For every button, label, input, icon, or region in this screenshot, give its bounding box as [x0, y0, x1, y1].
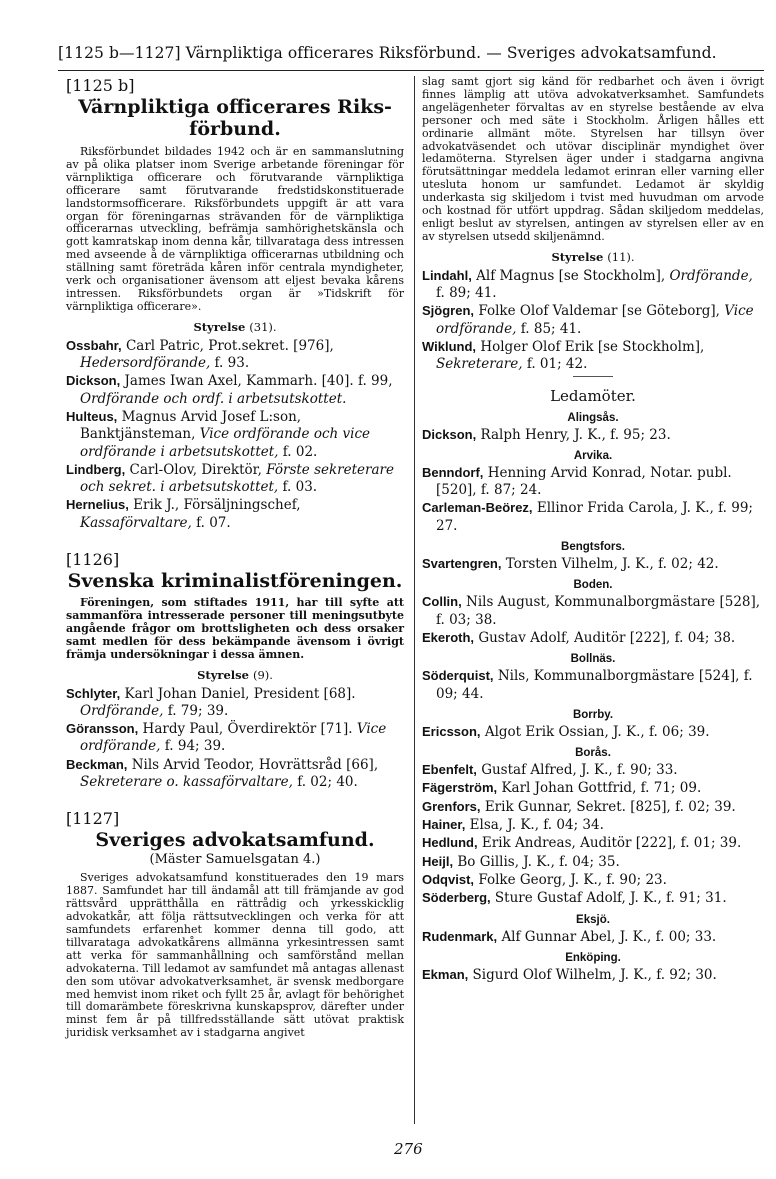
running-head: [1125 b—1127] Värnpliktiga officerares Riksförbund. — Sveriges advokatsamfund.	[58, 44, 717, 62]
member-entry	[422, 338, 764, 374]
member-entry	[422, 267, 764, 303]
member-details: James Iwan Axel, Kammarh. [40]. f. 99,	[124, 373, 393, 390]
member-entry	[422, 798, 764, 816]
section-1125b	[66, 76, 404, 532]
member-name: Söderquist,	[422, 668, 494, 684]
member-role: Vice ordförande,	[80, 721, 387, 755]
continuation-text: slag samt gjort sig känd för redbarhet och även i övrigt finnes lämplig att utöva advokatverksamhet. Samfundets angelägenheter förvaltas av en styrelse bestående av elva personer och med säte i Stockholm. Årligen hålles ett ordinarie allmänt möte. Styrelsen har tillsyn över advokatväsendet och utövar disciplinär myndighet över ledamöterna. Styrelsen äger under i stadgarna angivna förutsättningar meddela ledamot erinran eller varning eller utesluta honom ur samfundet. Ledamot är skyldig underkasta sig skiljedom i tvist med huvudman om arvode och kostnad för utfört uppdrag. Sådan skiljedom meddelas, enligt beslut av styrelsen, antingen av styrelsen eller av en av styrelsen utsedd skiljenämnd.	[422, 75, 764, 243]
member-name: Wiklund,	[422, 338, 477, 354]
section-description: Sveriges advokatsamfund konstituerades den 19 mars 1887. Samfundet har till ändamål att till främjande av god rättsvård upprätthålla en rättrådig och yrkesskicklig advokatkår, att följa rättsutvecklingen och verka för att samfundets erfarenhet kommer denna till godo, att tillvarataga advokatkårens allmänna yrkesintressen samt att verka för sammanhållning och samförstånd mellan advokaterna. Till ledamot av samfundet må antagas allenast den som utövar advokatverksamhet, är svensk medborgare med hemvist inom riket och fyllt 25 år, avlagt för behörighet till domarämbete föreskrivna kunskapsprov, därefter under minst fem år på tillfredsställande sätt utövat praktisk juridisk verksamhet av i stadgarna angivet	[66, 871, 404, 1040]
section-title	[66, 96, 404, 140]
member-name: Dickson,	[66, 373, 121, 389]
section-description: Riksförbundet bildades 1942 och är en sammanslutning av på olika platser inom Sverige arbetande föreningar för värnpliktiga officerare och förutvarande värnpliktiga officerare samt förutvarande fredstidskonstituerade landstormsofficerare. Riksförbundets uppgift är att vara organ för föreningarnas strävanden för de värnpliktiga officerarnas utveckling, befrämja samhörighetskänsla och gott kamratskap inom denna kår, tillvarataga dess intressen med avseende å de värnpliktiga officerarnas utbildning och ställning samt företräda kåren inför centrala myndigheter, verk och organisationer ävensom att eljest bevaka kårens intressen. Riksförbundets organ är »Tidskrift för värnpliktiga officerare».	[66, 145, 404, 313]
member-birth: f. 89; 41.	[436, 285, 497, 302]
section-1126	[66, 550, 404, 791]
member-entry	[66, 756, 404, 792]
member-role: Sekreterare,	[436, 356, 523, 373]
member-name: Dickson,	[422, 426, 477, 442]
right-column	[422, 76, 764, 984]
member-birth: f. 03.	[282, 479, 318, 496]
member-name: Göransson,	[66, 721, 139, 737]
member-birth: f. 02; 40.	[297, 774, 358, 791]
member-details: Gustaf Alfred, J. K., f. 90; 33.	[481, 762, 678, 779]
member-directory	[422, 411, 764, 985]
member-entry	[66, 685, 404, 721]
member-name: Schlyter,	[66, 685, 121, 701]
member-entry	[422, 302, 764, 338]
member-entry	[66, 408, 404, 461]
location-heading: Eksjö.	[576, 913, 610, 926]
board-count: (11).	[607, 249, 635, 264]
member-details: Elsa, J. K., f. 04; 34.	[469, 817, 604, 834]
member-entry	[422, 966, 764, 984]
location-heading: Enköping.	[565, 951, 621, 964]
left-column	[66, 76, 404, 1040]
header-rule	[58, 70, 764, 71]
board-count: (31).	[249, 319, 277, 334]
member-entry	[422, 426, 764, 444]
member-name: Hedlund,	[422, 835, 478, 851]
member-details: Nils August, Kommunalborgmästare [528], f. 03; 38.	[436, 594, 761, 628]
member-role: Vice ordförande,	[436, 303, 754, 337]
board-label: Styrelse	[197, 667, 249, 682]
board-list	[422, 267, 764, 374]
member-name: Grenfors,	[422, 798, 481, 814]
member-role: Sekreterare o. kassaförvaltare,	[80, 774, 293, 791]
member-entry	[422, 555, 764, 573]
member-details: Gustav Adolf, Auditör [222], f. 04; 38.	[478, 629, 736, 646]
page-number: 276	[394, 1140, 423, 1158]
location-heading: Bollnäs.	[570, 653, 616, 666]
board-list	[66, 685, 404, 792]
member-role: Förste sekreterare och sekret. i arbetsutskottet,	[80, 461, 394, 496]
section-number: [1125 b]	[66, 76, 135, 95]
member-role: Ordförande,	[669, 267, 753, 284]
member-details: Ralph Henry, J. K., f. 95; 23.	[480, 426, 671, 443]
member-details: Karl Johan Gottfrid, f. 71; 09.	[501, 780, 702, 797]
member-birth: f. 94; 39.	[164, 738, 226, 755]
member-role: Vice ordförande och vice ordförande i arbetsutskottet,	[80, 426, 370, 460]
member-details: Bo Gillis, J. K., f. 04; 35.	[457, 853, 620, 870]
member-details: Torsten Vilhelm, J. K., f. 02; 42.	[505, 556, 719, 573]
location-heading: Arvika.	[573, 449, 613, 462]
member-entry	[66, 461, 404, 497]
member-name: Lindahl,	[422, 267, 472, 283]
member-entry	[422, 871, 764, 889]
member-birth: f. 02.	[282, 443, 318, 460]
member-details: Carl Patric, Prot.sekret. [976],	[125, 337, 334, 354]
member-entry	[422, 834, 764, 852]
member-details: Karl Johan Daniel, President [68].	[124, 685, 356, 702]
location-heading: Borrby.	[572, 708, 614, 721]
member-name: Odqvist,	[422, 871, 475, 887]
section-number: [1127]	[66, 809, 120, 829]
member-name: Sjögren,	[422, 303, 475, 319]
column-divider	[414, 76, 415, 1124]
location-heading: Alingsås.	[567, 411, 619, 424]
member-entry	[422, 499, 764, 535]
member-role: Hedersordförande,	[80, 355, 211, 372]
member-birth: f. 79; 39.	[167, 702, 229, 719]
member-name: Ebenfelt,	[422, 762, 477, 778]
member-entry	[422, 889, 764, 907]
location-heading: Bengtsfors.	[561, 541, 625, 554]
member-entry	[66, 720, 404, 756]
member-details: Nils Arvid Teodor, Hovrättsråd [66],	[131, 756, 379, 773]
member-role: Kassaförvaltare,	[80, 514, 192, 531]
member-details: Nils, Kommunalborgmästare [524], f. 09; 44.	[436, 668, 753, 702]
board-heading	[66, 320, 404, 334]
member-name: Ossbahr,	[66, 337, 122, 353]
member-details: Sture Gustaf Adolf, J. K., f. 91; 31.	[494, 890, 727, 907]
section-description: Föreningen, som stiftades 1911, har till syfte att sammanföra intresserade personer till meningsutbyte angående frågor om brottsligheten och dess orsaker samt medlen för dess bekämpande ävensom i övrigt främja undersökningar i dessa ämnen.	[66, 596, 404, 661]
member-role: Ordförande och ordf. i arbetsutskottet.	[80, 390, 347, 407]
member-name: Söderberg,	[422, 890, 491, 906]
member-birth: f. 93.	[214, 355, 250, 372]
member-entry	[422, 853, 764, 871]
member-details: Hardy Paul, Överdirektör [71].	[142, 721, 353, 738]
board-count: (9).	[252, 667, 273, 682]
section-address: (Mäster Samuelsgatan 4.)	[149, 852, 321, 868]
section-title: Sveriges advokatsamfund.	[95, 829, 375, 852]
location-heading: Borås.	[575, 747, 611, 760]
member-name: Hulteus,	[66, 408, 118, 424]
member-name: Svartengren,	[422, 556, 502, 572]
location-heading: Boden.	[573, 579, 613, 592]
member-entry	[422, 464, 764, 500]
section-title: Svenska kriminalistföreningen.	[67, 570, 403, 593]
member-details: Erik J., Försäljningschef,	[133, 497, 301, 514]
member-name: Benndorf,	[422, 464, 484, 480]
member-name: Ericsson,	[422, 723, 481, 739]
member-entry	[422, 629, 764, 647]
section-1127	[66, 809, 404, 1040]
section-number: [1126]	[66, 550, 120, 570]
member-details: Erik Andreas, Auditör [222], f. 01; 39.	[481, 835, 742, 852]
member-birth: f. 07.	[196, 514, 231, 531]
member-name: Ekman,	[422, 966, 469, 982]
member-birth: f. 01; 42.	[526, 356, 588, 373]
member-role: Ordförande,	[80, 702, 164, 719]
member-entry	[66, 372, 404, 408]
member-name: Collin,	[422, 594, 462, 610]
members-heading: Ledamöter.	[550, 386, 636, 405]
member-name: Heijl,	[422, 853, 454, 869]
member-details: Alf Magnus [se Stockholm],	[476, 267, 666, 284]
member-details: Folke Olof Valdemar [se Göteborg],	[478, 303, 720, 320]
member-birth: f. 85; 41.	[520, 320, 582, 337]
member-details: Holger Olof Erik [se Stockholm],	[480, 338, 705, 355]
member-entry	[422, 779, 764, 797]
board-heading	[422, 250, 764, 264]
member-details: Alf Gunnar Abel, J. K., f. 00; 33.	[501, 928, 717, 945]
member-name: Carleman-Beörez,	[422, 500, 533, 516]
member-details: Henning Arvid Konrad, Notar. publ. [520], f. 87; 24.	[436, 464, 732, 499]
member-name: Ekeroth,	[422, 629, 475, 645]
member-details: Sigurd Olof Wilhelm, J. K., f. 92; 30.	[472, 966, 717, 983]
member-entry	[422, 593, 764, 629]
section-title-line: Värnpliktiga officerares Riks-	[78, 96, 392, 118]
member-details: Magnus Arvid Josef L:son, Banktjänsteman,	[80, 408, 302, 443]
board-label: Styrelse	[193, 319, 246, 334]
member-name: Rudenmark,	[422, 928, 498, 944]
divider	[573, 376, 613, 377]
member-details: Algot Erik Ossian, J. K., f. 06; 39.	[484, 723, 710, 740]
board-list	[66, 337, 404, 532]
board-label: Styrelse	[551, 249, 604, 264]
member-entry	[66, 496, 404, 532]
member-entry	[422, 723, 764, 741]
member-details: Carl-Olov, Direktör,	[129, 461, 262, 478]
member-entry	[422, 667, 764, 703]
member-name: Fägerström,	[422, 780, 498, 796]
member-entry	[422, 928, 764, 946]
member-name: Hernelius,	[66, 497, 129, 513]
member-details: Erik Gunnar, Sekret. [825], f. 02; 39.	[484, 798, 736, 815]
board-heading	[66, 668, 404, 682]
member-name: Beckman,	[66, 756, 128, 772]
section-title-line: förbund.	[189, 118, 281, 140]
member-name: Lindberg,	[66, 461, 126, 477]
member-entry	[422, 761, 764, 779]
member-name: Hainer,	[422, 817, 466, 833]
member-entry	[66, 337, 404, 373]
member-entry	[422, 816, 764, 834]
member-details: Ellinor Frida Carola, J. K., f. 99; 27.	[436, 500, 753, 534]
member-details: Folke Georg, J. K., f. 90; 23.	[478, 871, 667, 888]
